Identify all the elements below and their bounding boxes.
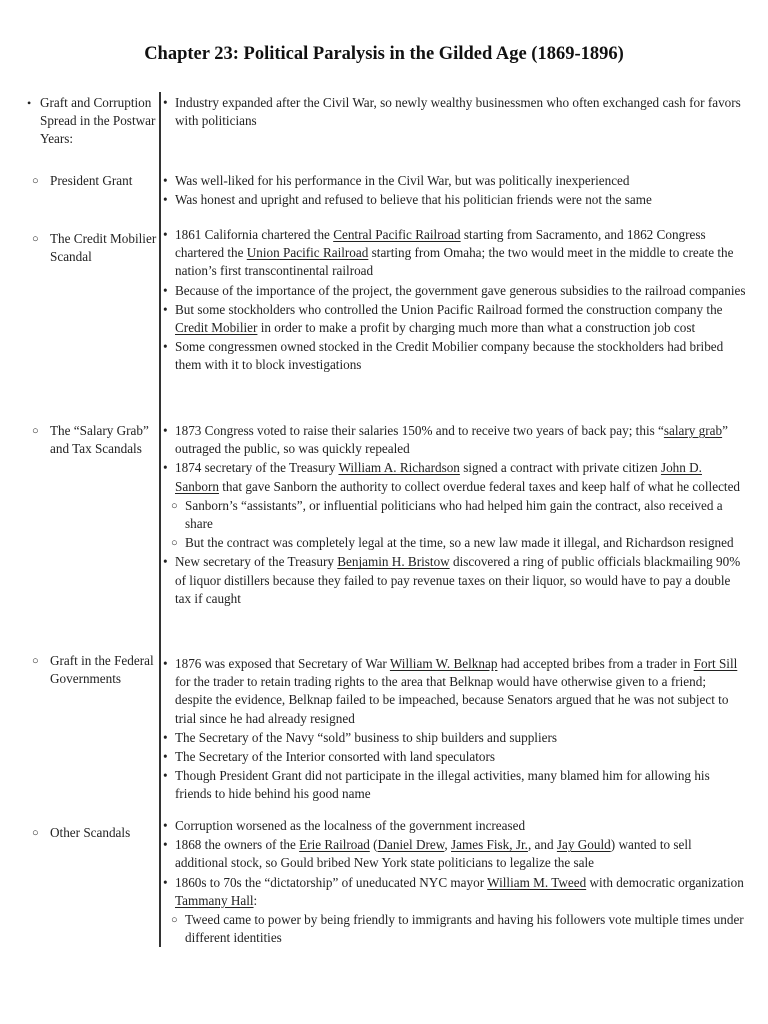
topic-label: Graft and Corruption Spread in the Postwar Years: [40,95,156,147]
sub-note-item [161,534,746,552]
circle-bullet-icon: ○ [171,537,178,550]
topic-column [0,230,158,266]
circle-bullet-icon: ○ [32,655,39,667]
note-text: Some congressmen owned stocked in the Credit Mobilier company because the stockholders had bribed them with it to block investigations [175,339,724,373]
topic-label: President Grant [50,173,133,188]
linked-term: John D. Sanborn [175,460,702,494]
note-item [161,226,746,281]
page-title: Chapter 23: Political Paralysis in the Gilded Age (1869-1896) [144,44,624,64]
topic-label: Other Scandals [50,825,131,840]
linked-term: Union Pacific Railroad [246,245,369,261]
note-text: Tweed came to power by being friendly to immigrants and having his followers vote multiple times under different identities [185,912,744,946]
notes-column [161,94,746,131]
note-text: : [253,892,258,908]
linked-term: Erie Railroad [299,837,370,853]
note-item [161,172,746,190]
note-text: 1873 Congress voted to raise their salaries 150% and to receive two years of back pay; this “ [175,423,664,438]
notes-column [161,422,746,609]
bullet-icon: • [163,423,168,438]
note-item [161,459,746,495]
bullet-icon: • [163,729,168,745]
note-text: had accepted bribes from a trader in [497,656,694,671]
note-text: Corruption worsened as the localness of the government increased [175,818,526,833]
note-text: New secretary of the Treasury [175,554,338,570]
note-item [161,836,746,872]
bullet-icon: • [163,95,168,110]
linked-term: Tammany Hall [175,892,254,908]
topic-column [0,824,158,842]
linked-term: Fort Sill [693,656,738,671]
topic-label: The Credit Mobilier Scandal [50,231,157,265]
note-text: Industry expanded after the Civil War, so newly wealthy businessmen who often exchanged cash for favors with politicians [175,95,741,129]
topic-label: Graft in the Federal Governments [50,653,154,687]
linked-term: Daniel Drew [377,837,445,853]
notes-column [161,172,746,210]
note-text: The Secretary of the Navy “sold” business to ship builders and suppliers [175,729,557,745]
note-text: discovered a ring of public officials blackmailing 90% of liquor distillers because they failed to pay revenue taxes on their liquor, so would have to pay a double tax if caught [175,554,741,606]
topic-graft [0,94,158,149]
topic-federal-graft [0,652,158,688]
note-item [161,748,746,766]
circle-bullet-icon: ○ [32,827,39,839]
note-item [161,729,746,747]
note-text: The Secretary of the Interior consorted with land speculators [175,749,496,765]
note-text: 1860s to 70s the “dictatorship” of uneducated NYC mayor [175,874,488,890]
note-item [161,817,746,835]
circle-bullet-icon: ○ [32,233,39,245]
note-item [161,553,746,608]
note-item [161,338,746,374]
linked-term: Jay Gould [556,837,611,853]
note-text: ( [369,837,378,853]
note-text: signed a contract with private citizen [459,460,661,476]
sub-note-item [161,911,746,947]
note-text: Was honest and upright and refused to believe that his politician friends were not the same [175,192,652,208]
note-text: , and [527,837,557,853]
linked-term: salary grab [663,423,723,438]
topic-grant [0,172,158,190]
linked-term: Benjamin H. Bristow [337,554,450,570]
bullet-icon: • [163,749,168,765]
bullet-icon: • [163,768,168,784]
bullet-icon: • [163,192,168,208]
circle-bullet-icon: ○ [171,499,178,512]
linked-term: Credit Mobilier [175,320,258,336]
note-text: with democratic organization [586,874,744,890]
linked-term: James Fisk, Jr. [451,837,528,853]
topic-column [0,172,158,190]
topic-other-scandals [0,824,158,842]
bullet-icon: • [163,227,168,242]
topic-column [0,422,158,458]
note-text: But the contract was completely legal at the time, so a new law made it illegal, and Richardson resigned [185,535,734,551]
bullet-icon: • [163,837,168,853]
note-text: , [444,837,452,853]
note-text: But some stockholders who controlled the Union Pacific Railroad formed the construction company the [175,301,723,317]
note-text: ” outraged the public, so was quickly repealed [175,423,728,457]
note-text: starting from Omaha; the two would meet in the middle to create the nation’s first transcontinental railroad [175,245,734,279]
topic-credit-mobilier [0,230,158,266]
note-text: Sanborn’s “assistants”, or influential politicians who had helped him gain the contract, also received a share [185,497,723,532]
topic-column [0,652,158,688]
note-text: Though President Grant did not participate in the illegal activities, many blamed him for allowing his friends to hide behind his good name [175,768,710,802]
circle-bullet-icon: ○ [32,175,39,187]
bullet-icon: • [163,301,168,317]
notes-column [161,817,746,948]
note-text: Because of the importance of the project, the government gave generous subsidies to the railroad companies [175,282,746,298]
sub-note-item [161,497,746,533]
linked-term: William A. Richardson [338,460,460,476]
bullet-icon: • [163,554,168,570]
note-text: 1868 the owners of the [175,837,300,853]
bullet-icon: • [163,173,168,188]
circle-bullet-icon: ○ [32,425,39,437]
bullet-icon: • [163,656,168,671]
circle-bullet-icon: ○ [171,914,178,927]
bullet-icon: • [163,460,168,476]
bullet-icon: • [163,339,168,355]
bullet-icon: • [163,874,168,890]
note-item [161,655,746,728]
topic-column [0,94,158,149]
note-item [161,94,746,130]
topic-label: The “Salary Grab” and Tax Scandals [50,423,149,457]
note-text: ) wanted to sell additional stock, so Gould bribed New York state politicians to legalize the sale [175,837,692,871]
note-text: 1876 was exposed that Secretary of War [175,656,390,671]
note-text: starting from Sacramento, and 1862 Congress chartered the [175,227,706,261]
notes-column [161,226,746,376]
note-item [161,282,746,300]
bullet-icon: • [27,96,32,110]
linked-term: William M. Tweed [487,874,587,890]
note-item [161,874,746,910]
note-text: 1874 secretary of the Treasury [175,460,339,476]
note-text: 1861 California chartered the [175,227,334,242]
topic-salary-grab [0,422,158,458]
bullet-icon: • [163,282,168,298]
note-text: that gave Sanborn the authority to collect overdue federal taxes and keep half of what he collected [218,478,741,494]
note-text: Was well-liked for his performance in the Civil War, but was politically inexperienced [175,173,630,188]
note-item [161,422,746,458]
bullet-icon: • [163,818,168,833]
notes-column [161,655,746,805]
note-text: for the trader to retain trading rights to the area that Belknap would have otherwise given to a friend; despite the evidence, Belknap failed to be impeached, because Senators argued that he was not subject to trial since he had already resigned [175,674,729,726]
note-item [161,301,746,337]
linked-term: Central Pacific Railroad [333,227,461,242]
note-item [161,191,746,209]
linked-term: William W. Belknap [389,656,498,671]
note-text: in order to make a profit by charging much more than what a construction job cost [257,320,696,336]
note-item [161,767,746,803]
